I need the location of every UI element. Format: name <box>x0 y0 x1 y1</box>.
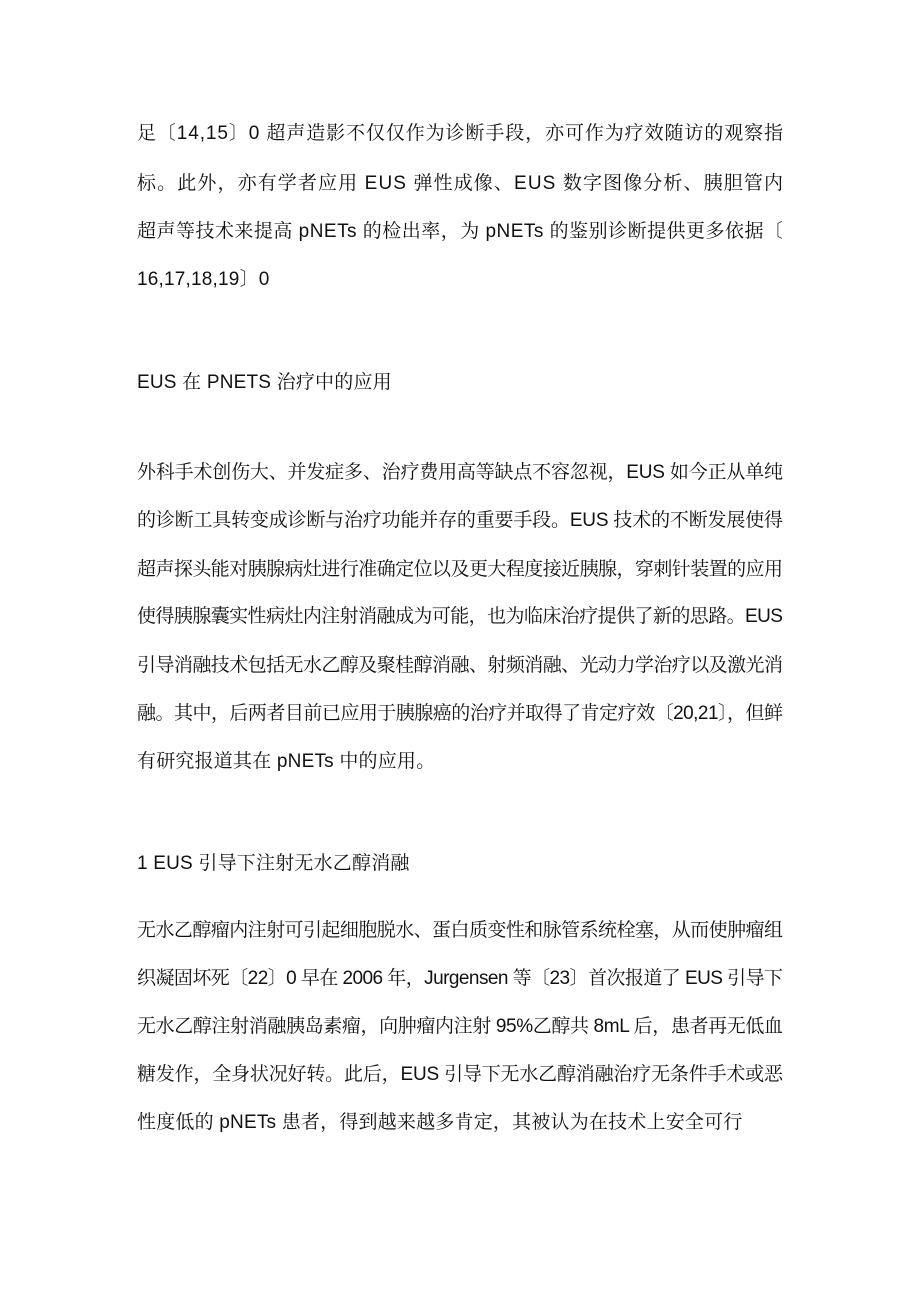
paragraph-3-line-1: 无水乙醇瘤内注射可引起细胞脱水、蛋白质变性和脉管系统栓塞，从而使肿瘤组 <box>137 920 783 941</box>
paragraph-1-line-1: 足〔14,15〕0 超声造影不仅仅作为诊断手段，亦可作为疗效随访的观察指 <box>137 123 784 144</box>
paragraph-3-line-2: 织凝固坏死〔22〕0 早在 2006 年，Jurgensen 等〔23〕首次报道了 EUS 引导下 <box>137 968 783 989</box>
paragraph-1-line-2: 标。此外，亦有学者应用 EUS 弹性成像、EUS 数字图像分析、胰胆管内 <box>137 173 785 194</box>
paragraph-2-line-5: 引导消融技术包括无水乙醇及聚桂醇消融、射频消融、光动力学治疗以及激光消 <box>137 655 783 676</box>
paragraph-2-line-2: 的诊断工具转变成诊断与治疗功能并存的重要手段。EUS 技术的不断发展使得 <box>137 510 783 531</box>
section-heading-ethanol-ablation: 1 EUS 引导下注射无水乙醇消融 <box>137 853 410 874</box>
section-heading-eus-treatment: EUS 在 PNETS 治疗中的应用 <box>137 372 392 393</box>
paragraph-3-line-5: 性度低的 pNETs 患者，得到越来越多肯定，其被认为在技术上安全可行 <box>137 1112 743 1133</box>
paragraph-2-line-4: 使得胰腺囊实性病灶内注射消融成为可能，也为临床治疗提供了新的思路。EUS <box>137 606 783 627</box>
paragraph-3-line-3: 无水乙醇注射消融胰岛素瘤，向肿瘤内注射 95%乙醇共 8mL 后，患者再无低血 <box>137 1016 783 1037</box>
paragraph-2-line-1: 外科手术创伤大、并发症多、治疗费用高等缺点不容忽视，EUS 如今正从单纯 <box>137 462 783 483</box>
paragraph-2-line-7: 有研究报道其在 pNETs 中的应用。 <box>137 751 436 772</box>
paragraph-1-line-3: 超声等技术来提高 pNETs 的检出率，为 pNETs 的鉴别诊断提供更多依据〔 <box>137 221 784 242</box>
paragraph-2-line-3: 超声探头能对胰腺病灶进行准确定位以及更大程度接近胰腺，穿刺针装置的应用 <box>137 559 783 580</box>
paragraph-3-line-4: 糖发作，全身状况好转。此后，EUS 引导下无水乙醇消融治疗无条件手术或恶 <box>137 1064 783 1085</box>
paragraph-1-line-4: 16,17,18,19〕0 <box>137 269 270 290</box>
paragraph-2-line-6: 融。其中，后两者目前已应用于胰腺癌的治疗并取得了肯定疗效〔20,21〕，但鲜 <box>137 703 783 724</box>
